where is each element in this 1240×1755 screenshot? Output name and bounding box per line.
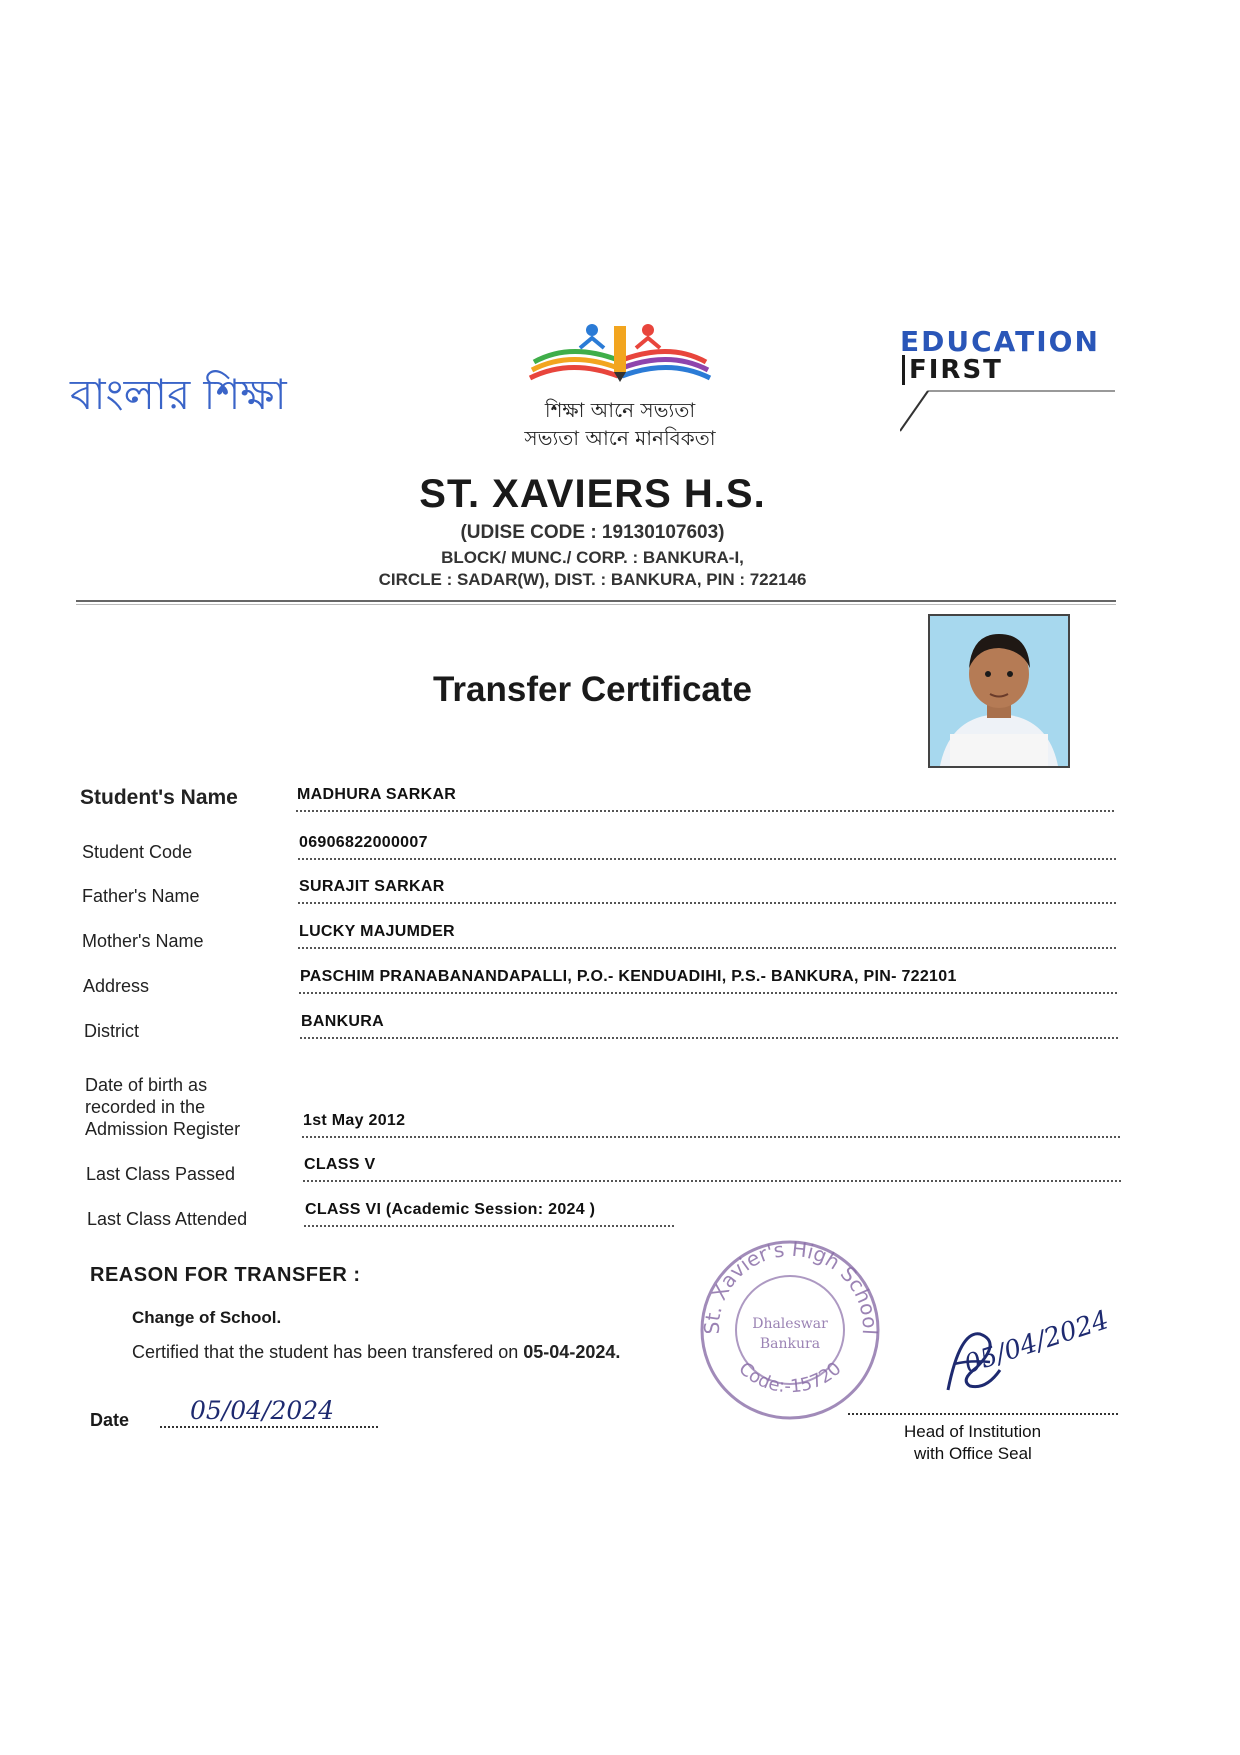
student-name-value: MADHURA SARKAR	[297, 786, 457, 803]
education-first-swoosh-icon	[900, 383, 1130, 433]
head-of-institution: Head of Institution	[904, 1422, 1042, 1441]
last-class-attended-rule	[304, 1225, 674, 1227]
reason-text: Change of School.	[132, 1308, 282, 1327]
dob-label-line-3: Admission Register	[85, 1119, 241, 1139]
district-value: BANKURA	[301, 1013, 384, 1030]
certified-date: 05-04-2024.	[523, 1342, 621, 1362]
district-rule	[300, 1037, 1118, 1039]
last-class-passed-rule	[303, 1180, 1121, 1182]
udise-code: (UDISE CODE : 19130107603)	[460, 522, 725, 543]
father-name-label: Father's Name	[82, 886, 200, 906]
student-code-value: 06906822000007	[299, 834, 428, 851]
date-rule	[160, 1426, 378, 1428]
education-first-logo	[900, 325, 1130, 435]
reason-heading: REASON FOR TRANSFER :	[90, 1264, 361, 1286]
last-class-passed-label: Last Class Passed	[86, 1164, 236, 1184]
school-emblem	[470, 318, 770, 458]
header-divider-thin	[76, 604, 1116, 605]
dob-label-line-1: Date of birth as	[85, 1075, 208, 1095]
address-label: Address	[83, 976, 150, 996]
banglar-shiksha-logo	[70, 362, 310, 422]
certificate-title: Transfer Certificate	[432, 670, 753, 709]
district-label: District	[84, 1021, 139, 1041]
motto-line-2: সভ্যতা আনে মানবিকতা	[524, 426, 716, 450]
certified-prefix: Certified that the student has been transfered on	[132, 1342, 519, 1362]
last-class-attended-value: CLASS VI (Academic Session: 2024 )	[305, 1201, 596, 1218]
student-name-label: Student's Name	[80, 786, 238, 809]
mother-name-rule	[298, 947, 1116, 949]
address-rule	[299, 992, 1117, 994]
first-text: FIRST	[902, 355, 1003, 385]
father-name-rule	[298, 902, 1116, 904]
dob-rule	[302, 1136, 1120, 1138]
book-pencil-emblem-icon	[470, 318, 770, 388]
school-name: ST. XAVIERS H.S.	[419, 472, 766, 516]
student-code-label: Student Code	[82, 842, 193, 862]
banglar-shiksha-text: বাংলার শিক্ষা	[70, 370, 287, 419]
last-class-attended-label: Last Class Attended	[87, 1209, 248, 1229]
signature-date: 05/04/2024	[960, 1305, 1113, 1380]
address-value: PASCHIM PRANABANANDAPALLI, P.O.- KENDUADIHI, P.S.- BANKURA, PIN- 722101	[300, 968, 957, 985]
dob-value: 1st May 2012	[303, 1112, 406, 1129]
block-line: BLOCK/ MUNC./ CORP. : BANKURA-I,	[441, 548, 744, 567]
motto-line-1: শিক্ষা আনে সভ্যতা	[544, 398, 696, 422]
seal-center-1: Dhaleswar	[752, 1316, 828, 1332]
dob-label-line-2: recorded in the	[85, 1097, 206, 1117]
office-seal-label: with Office Seal	[914, 1444, 1032, 1463]
certified-statement	[132, 1342, 620, 1363]
mother-name-label: Mother's Name	[82, 931, 204, 951]
seal-code-text: Code:-15720	[734, 1358, 846, 1398]
seal-ring-text: St. Xavier's High School	[699, 1236, 883, 1336]
date-label: Date	[90, 1410, 130, 1430]
last-class-passed-value: CLASS V	[304, 1156, 376, 1173]
father-name-value: SURAJIT SARKAR	[299, 878, 445, 895]
school-seal-icon	[690, 1230, 890, 1430]
dob-label	[85, 1074, 240, 1140]
circle-line: CIRCLE : SADAR(W), DIST. : BANKURA, PIN : 722146	[378, 570, 807, 589]
seal-center-2: Bankura	[759, 1336, 821, 1352]
school-seal-stamp	[690, 1230, 890, 1430]
signature-rule	[848, 1413, 1118, 1415]
header-divider	[76, 600, 1116, 602]
education-text: EDUCATION	[900, 325, 1100, 358]
student-code-rule	[298, 858, 1116, 860]
mother-name-value: LUCKY MAJUMDER	[299, 923, 455, 940]
student-name-rule	[296, 810, 1114, 812]
date-handwritten: 05/04/2024	[190, 1396, 335, 1425]
